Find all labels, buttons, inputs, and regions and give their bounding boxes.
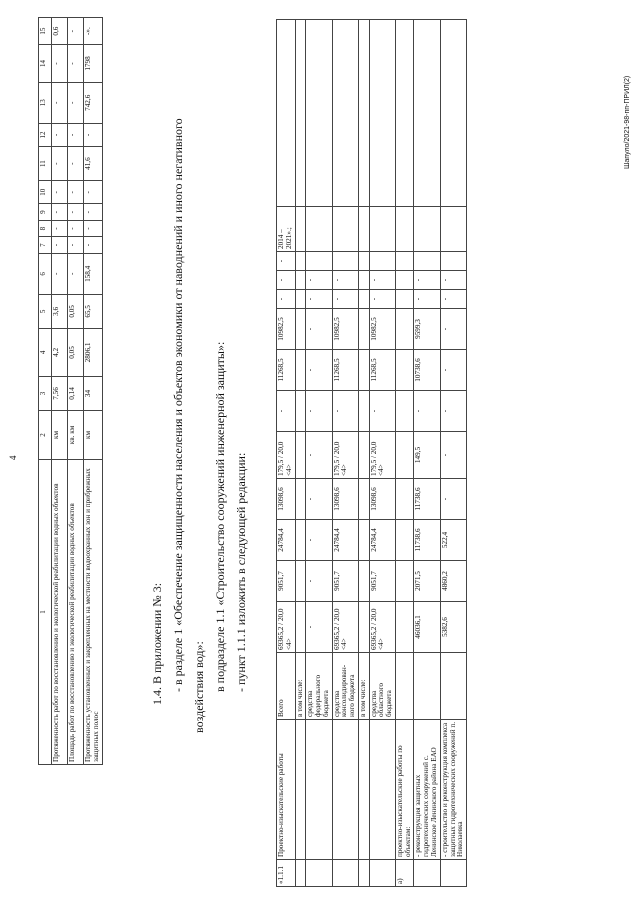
cell xyxy=(395,391,414,432)
table-row xyxy=(295,20,306,887)
cell: - xyxy=(306,561,332,602)
cell xyxy=(358,252,369,271)
cell xyxy=(295,391,306,432)
cell: - xyxy=(440,309,466,350)
funding-source xyxy=(395,653,414,720)
row-name xyxy=(295,720,306,860)
row-name: Протяженность работ по восстановлению и экологической реабилитации водных объектов xyxy=(52,460,68,765)
cell: 149,5 xyxy=(414,432,440,479)
cell: 3,6 xyxy=(52,294,68,328)
cell: - xyxy=(52,123,68,146)
cell xyxy=(395,20,414,207)
row-name: Площадь работ по восстановлению и экологической реабилитации водных объектов xyxy=(68,460,84,765)
cell: 11268,5 xyxy=(332,350,358,391)
cell: - xyxy=(306,520,332,561)
header-cell: 12 xyxy=(39,123,52,146)
cell: 4860,2 xyxy=(440,561,466,602)
cell: 65,5 xyxy=(84,294,103,328)
table-row xyxy=(84,18,103,765)
cell xyxy=(358,20,369,207)
row-number: «1.1.1 xyxy=(277,860,296,887)
cell: - xyxy=(68,181,84,204)
cell: 9051,7 xyxy=(332,561,358,602)
cell: км xyxy=(52,411,68,460)
header-cell: 15 xyxy=(39,18,52,45)
row-name xyxy=(306,720,332,860)
row-number xyxy=(369,860,395,887)
cell: - xyxy=(414,391,440,432)
cell: - xyxy=(440,271,466,290)
cell: -». xyxy=(84,18,103,45)
cell xyxy=(332,207,358,252)
cell: 158,4 xyxy=(84,253,103,294)
cell: 13098,6 xyxy=(369,479,395,520)
cell xyxy=(414,20,440,207)
cell: 0,05 xyxy=(68,328,84,376)
cell: - xyxy=(84,220,103,236)
funding-source: средства федерального бюджета xyxy=(306,653,332,720)
cell: 24784,4 xyxy=(277,520,296,561)
cell: - xyxy=(52,82,68,123)
cell xyxy=(395,309,414,350)
cell: 0,05 xyxy=(68,294,84,328)
row-name xyxy=(358,720,369,860)
cell: - xyxy=(68,82,84,123)
bottom-table xyxy=(276,19,467,887)
cell xyxy=(369,20,395,207)
cell xyxy=(295,350,306,391)
cell: 7,56 xyxy=(52,376,68,410)
cell: 2806,1 xyxy=(84,328,103,376)
cell: 0,6 xyxy=(52,18,68,45)
cell: - xyxy=(414,271,440,290)
cell xyxy=(358,391,369,432)
row-name: Протяженность установленных и закрепленных на местности водоохранных зон и прибрежных защитных полос xyxy=(84,460,103,765)
cell xyxy=(395,561,414,602)
cell: - xyxy=(68,237,84,253)
header-cell: 6 xyxy=(39,253,52,294)
cell xyxy=(295,271,306,290)
cell xyxy=(440,207,466,252)
cell xyxy=(395,602,414,653)
cell: 46036,1 xyxy=(414,602,440,653)
table-row xyxy=(440,20,466,887)
row-number xyxy=(306,860,332,887)
cell xyxy=(440,252,466,271)
header-cell: 8 xyxy=(39,220,52,236)
table-row xyxy=(68,18,84,765)
header-cell: 2 xyxy=(39,411,52,460)
cell: - xyxy=(369,271,395,290)
cell xyxy=(295,479,306,520)
cell xyxy=(358,350,369,391)
row-number: а) xyxy=(395,860,414,887)
header-cell: 5 xyxy=(39,294,52,328)
cell: - xyxy=(332,290,358,309)
cell: 11268,5 xyxy=(277,350,296,391)
cell: 10982,5 xyxy=(369,309,395,350)
cell: - xyxy=(52,204,68,220)
cell: - xyxy=(68,18,84,45)
cell xyxy=(295,520,306,561)
cell: кв. км xyxy=(68,411,84,460)
header-cell: 1 xyxy=(39,460,52,765)
cell: - xyxy=(84,237,103,253)
cell xyxy=(295,290,306,309)
cell xyxy=(395,290,414,309)
header-cell: 11 xyxy=(39,147,52,181)
cell: 742,6 xyxy=(84,82,103,123)
cell xyxy=(295,432,306,479)
cell xyxy=(306,252,332,271)
funding-source: Всего xyxy=(277,653,296,720)
cell: - xyxy=(68,220,84,236)
cell: 34 xyxy=(84,376,103,410)
cell xyxy=(295,252,306,271)
cell: 522,4 xyxy=(440,520,466,561)
cell: - xyxy=(52,220,68,236)
cell xyxy=(332,20,358,207)
row-name xyxy=(369,720,395,860)
row-number xyxy=(358,860,369,887)
table-row xyxy=(414,20,440,887)
cell xyxy=(395,207,414,252)
cell xyxy=(358,561,369,602)
cell: 9051,7 xyxy=(277,561,296,602)
cell: - xyxy=(68,253,84,294)
cell xyxy=(295,20,306,207)
cell: - xyxy=(306,290,332,309)
cell: 24784,4 xyxy=(369,520,395,561)
funding-source xyxy=(414,653,440,720)
cell: - xyxy=(440,432,466,479)
cell: - xyxy=(52,147,68,181)
header-cell: 4 xyxy=(39,328,52,376)
cell xyxy=(358,602,369,653)
row-number xyxy=(295,860,306,887)
cell xyxy=(395,520,414,561)
cell: 10982,5 xyxy=(332,309,358,350)
table-row xyxy=(332,20,358,887)
cell xyxy=(414,252,440,271)
cell xyxy=(395,432,414,479)
cell: 4,2 xyxy=(52,328,68,376)
cell: - xyxy=(277,290,296,309)
top-table xyxy=(38,17,103,765)
cell: 9599,3 xyxy=(414,309,440,350)
cell xyxy=(358,271,369,290)
row-name: проектно-изыскательские работы по объектам: xyxy=(395,720,414,860)
cell xyxy=(306,20,332,207)
amendment-line: в подразделе 1.1 «Строительство сооружений инженерной защиты»: xyxy=(213,341,227,692)
cell xyxy=(414,207,440,252)
header-cell: 10 xyxy=(39,181,52,204)
cell xyxy=(358,309,369,350)
cell: 1798 xyxy=(84,45,103,83)
cell xyxy=(358,432,369,479)
cell: 69365,2 / 20,0 <4> xyxy=(277,602,296,653)
funding-source: в том числе: xyxy=(295,653,306,720)
table-row xyxy=(369,20,395,887)
header-cell: 14 xyxy=(39,45,52,83)
cell xyxy=(395,350,414,391)
cell: - xyxy=(277,271,296,290)
cell: - xyxy=(84,204,103,220)
cell: 11738,6 xyxy=(414,520,440,561)
cell: - xyxy=(440,290,466,309)
cell: 2071,5 xyxy=(414,561,440,602)
cell: - xyxy=(52,253,68,294)
cell xyxy=(295,561,306,602)
table-row xyxy=(395,20,414,887)
cell: - xyxy=(369,391,395,432)
cell: 69365,2 / 20,0 <4> xyxy=(369,602,395,653)
table-row xyxy=(277,20,296,887)
cell: - xyxy=(52,181,68,204)
cell xyxy=(369,207,395,252)
cell: - xyxy=(84,181,103,204)
amendment-line: - в разделе 1 «Обеспечение защищенности населения и объектов экономики от наводнений и иного негативного xyxy=(171,118,185,692)
cell xyxy=(358,520,369,561)
cell: - xyxy=(277,252,296,271)
header-cell: 13 xyxy=(39,82,52,123)
funding-source xyxy=(440,653,466,720)
row-name: - строительство и реконструкция комплекса защитных гидротехнических сооружений п. Николаевка xyxy=(440,720,466,860)
cell xyxy=(369,252,395,271)
cell: 24784,4 xyxy=(332,520,358,561)
funding-source: средства консолидирован-ного бюджета xyxy=(332,653,358,720)
cell: 11268,5 xyxy=(369,350,395,391)
cell: - xyxy=(306,271,332,290)
cell xyxy=(277,20,296,207)
header-cell: 3 xyxy=(39,376,52,410)
amendment-heading: 1.4. В приложении № 3: xyxy=(150,582,164,705)
cell xyxy=(332,252,358,271)
table-row xyxy=(306,20,332,887)
funding-source: в том числе: xyxy=(358,653,369,720)
header-cell: 9 xyxy=(39,204,52,220)
table-row xyxy=(358,20,369,887)
cell: - xyxy=(277,391,296,432)
amendment-line: - пункт 1.1.1 изложить в следующей редакции: xyxy=(234,452,248,692)
cell: 179,5 / 20,0 <4> xyxy=(369,432,395,479)
footer-code: Шапуло/2021-98-пп-ПРИЛ(2) xyxy=(624,75,631,169)
cell: - xyxy=(332,271,358,290)
cell: - xyxy=(369,290,395,309)
cell: - xyxy=(306,432,332,479)
amendment-line: воздействия вод»: xyxy=(192,641,206,733)
table-row xyxy=(52,18,68,765)
cell: - xyxy=(440,350,466,391)
cell: 41,6 xyxy=(84,147,103,181)
cell xyxy=(358,207,369,252)
cell xyxy=(358,479,369,520)
cell: 179,5 / 20,0 <4> xyxy=(332,432,358,479)
cell: - xyxy=(52,45,68,83)
cell: 0,14 xyxy=(68,376,84,410)
cell: 10738,6 xyxy=(414,350,440,391)
cell xyxy=(295,309,306,350)
cell: - xyxy=(306,350,332,391)
funding-source: средства областного бюджета xyxy=(369,653,395,720)
cell: - xyxy=(68,147,84,181)
cell: - xyxy=(440,479,466,520)
cell: - xyxy=(332,391,358,432)
cell: - xyxy=(68,204,84,220)
cell: - xyxy=(306,602,332,653)
cell: - xyxy=(68,45,84,83)
row-number xyxy=(440,860,466,887)
cell: 13098,6 xyxy=(277,479,296,520)
page-number: 4 xyxy=(8,455,18,460)
cell: - xyxy=(306,391,332,432)
cell: 13098,6 xyxy=(332,479,358,520)
cell: 10982,5 xyxy=(277,309,296,350)
cell: - xyxy=(84,123,103,146)
cell xyxy=(395,479,414,520)
cell: 179,5 / 20,0 <4> xyxy=(277,432,296,479)
cell xyxy=(395,271,414,290)
cell: - xyxy=(440,391,466,432)
cell: - xyxy=(414,290,440,309)
cell: 5382,6 xyxy=(440,602,466,653)
header-cell: 7 xyxy=(39,237,52,253)
cell: 11738,6 xyxy=(414,479,440,520)
cell: 2014 – 2021».; xyxy=(277,207,296,252)
top-table-header xyxy=(39,18,52,765)
row-name: - реконструкция защитных гидротехнических сооружений с. Ленинское Ленинского района ЕАО xyxy=(414,720,440,860)
cell: - xyxy=(68,123,84,146)
cell: 9051,7 xyxy=(369,561,395,602)
row-name xyxy=(332,720,358,860)
cell xyxy=(440,20,466,207)
cell xyxy=(395,252,414,271)
cell: 69365,2 / 20,0 <4> xyxy=(332,602,358,653)
cell: - xyxy=(306,309,332,350)
cell: - xyxy=(306,479,332,520)
row-number xyxy=(414,860,440,887)
cell xyxy=(306,207,332,252)
cell xyxy=(358,290,369,309)
row-name: Проектно-изыскательские работы xyxy=(277,720,296,860)
cell: - xyxy=(52,237,68,253)
cell xyxy=(295,602,306,653)
row-number xyxy=(332,860,358,887)
cell: км xyxy=(84,411,103,460)
cell xyxy=(295,207,306,252)
